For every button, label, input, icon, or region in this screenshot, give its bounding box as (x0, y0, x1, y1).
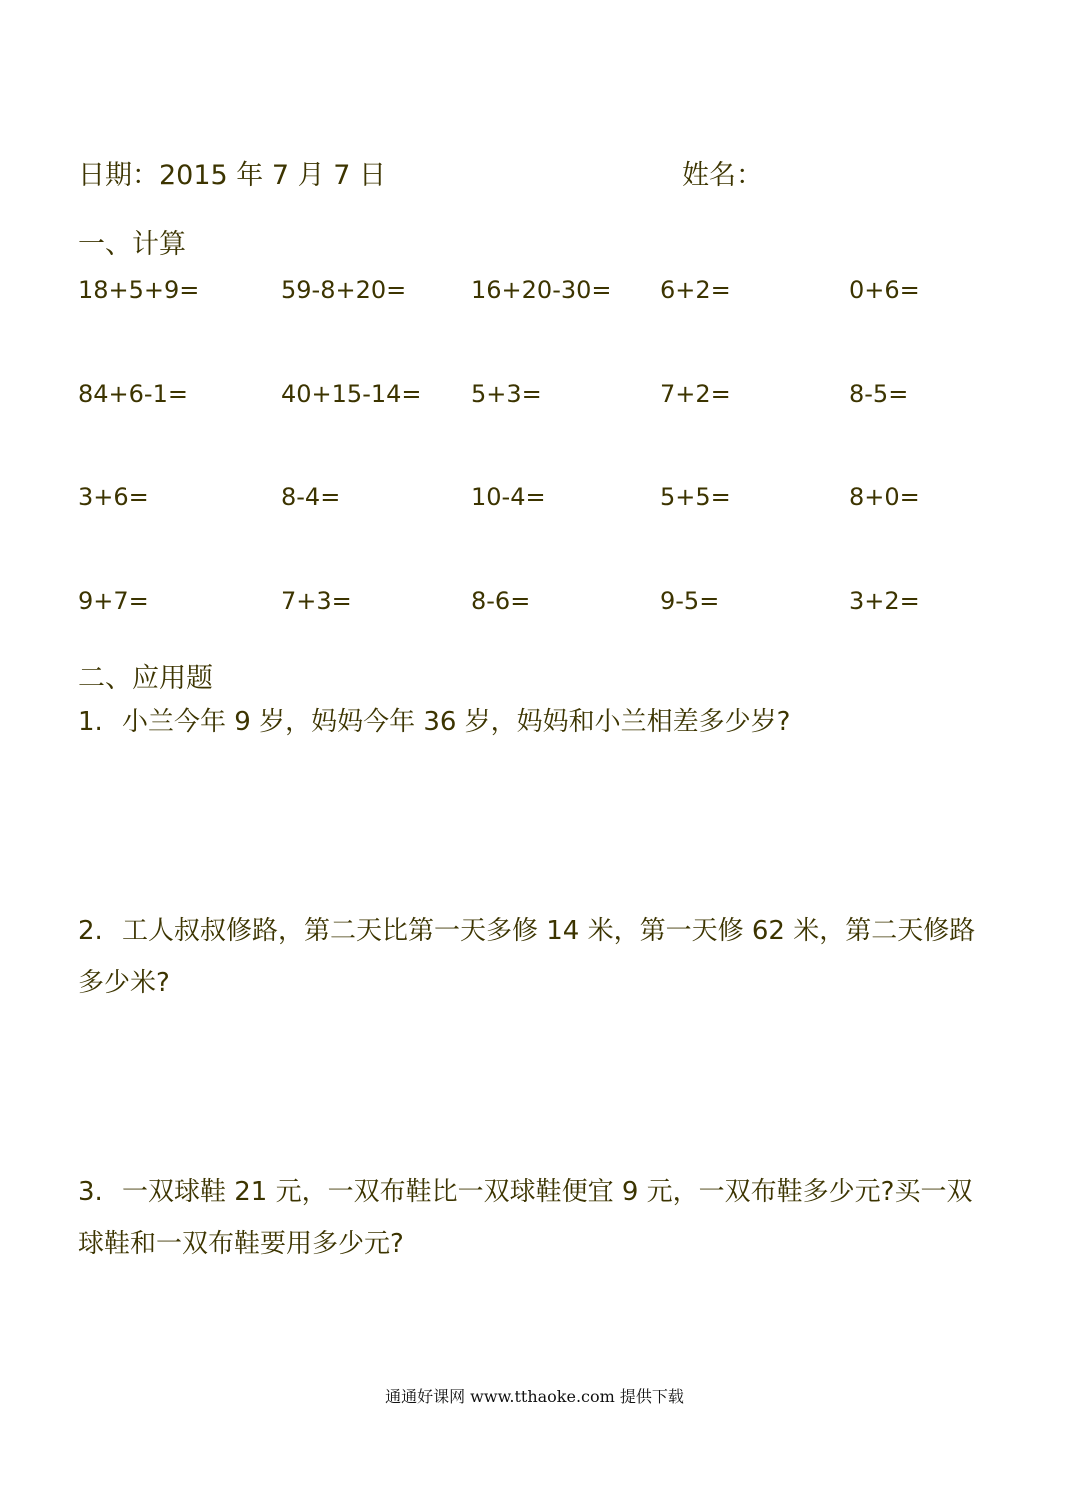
calc-problem: 8-6= (471, 587, 531, 615)
calc-problem: 18+5+9= (78, 276, 200, 304)
calc-problem: 84+6-1= (78, 380, 188, 408)
calc-problem: 9-5= (660, 587, 720, 615)
calc-problem: 59-8+20= (281, 276, 407, 304)
calc-problem: 7+2= (660, 380, 731, 408)
question-number: 2. (78, 916, 103, 946)
calc-row (0, 587, 1069, 621)
word-problem-2 (78, 905, 993, 1009)
calc-problem: 8-4= (281, 483, 341, 511)
calc-problem: 5+3= (471, 380, 542, 408)
date-label: 日期：2015 年 7 月 7 日 (78, 160, 386, 191)
section-title-calculation: 一、计算 (78, 229, 186, 260)
question-text: 一双球鞋 21 元，一双布鞋比一双球鞋便宜 9 元，一双布鞋多少元?买一双球鞋和一双布鞋要用多少元? (78, 1177, 973, 1259)
calc-row (0, 276, 1069, 310)
question-text: 工人叔叔修路，第二天比第一天多修 14 米，第一天修 62 米，第二天修路多少米? (78, 916, 976, 998)
calc-problem: 10-4= (471, 483, 546, 511)
calc-problem: 9+7= (78, 587, 149, 615)
calc-problem: 6+2= (660, 276, 731, 304)
question-text: 小兰今年 9 岁，妈妈今年 36 岁，妈妈和小兰相差多少岁? (122, 707, 791, 737)
section-title-word-problems: 二、应用题 (78, 663, 213, 694)
calc-problem: 40+15-14= (281, 380, 422, 408)
calc-row (0, 380, 1069, 414)
calc-problem: 5+5= (660, 483, 731, 511)
calc-problem: 7+3= (281, 587, 352, 615)
calc-problem: 3+6= (78, 483, 149, 511)
word-problem-1 (78, 696, 993, 748)
calc-problem: 8+0= (849, 483, 920, 511)
question-number: 3. (78, 1177, 103, 1207)
word-problem-3 (78, 1166, 993, 1270)
question-number: 1. (78, 707, 103, 737)
footer-credit: 通通好课网 www.tthaoke.com 提供下载 (385, 1387, 684, 1406)
calc-row (0, 483, 1069, 517)
calc-problem: 16+20-30= (471, 276, 612, 304)
calc-problem: 0+6= (849, 276, 920, 304)
calc-problem: 8-5= (849, 380, 909, 408)
name-label: 姓名： (682, 160, 763, 191)
calc-problem: 3+2= (849, 587, 920, 615)
